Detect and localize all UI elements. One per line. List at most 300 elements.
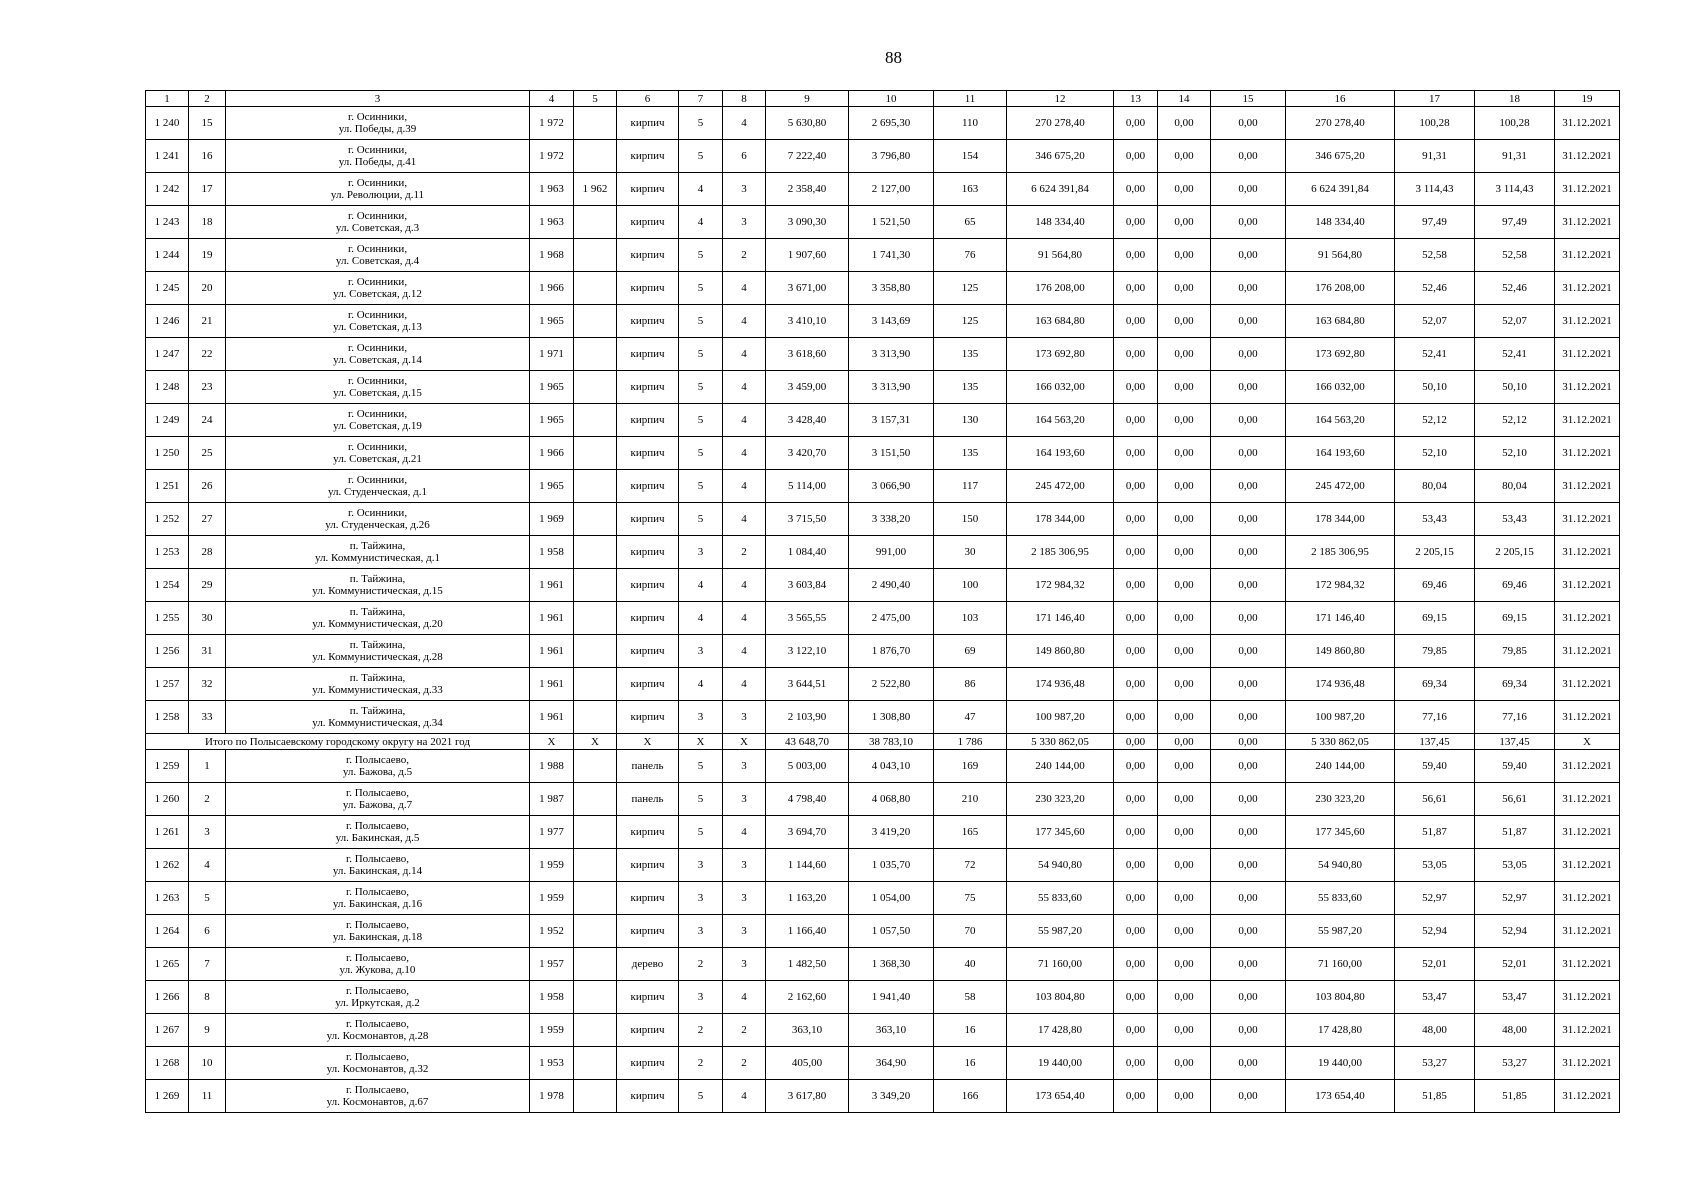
table-row — [146, 206, 1620, 239]
row-ordinal-cell: 1 — [189, 750, 226, 783]
row-ordinal-cell: 15 — [189, 107, 226, 140]
commission-year-cell — [574, 437, 617, 470]
address-street: ул. Коммунистическая, д.34 — [312, 717, 443, 729]
col14-cell: 0,00 — [1158, 1014, 1211, 1047]
row-number-cell: 1 266 — [146, 981, 189, 1014]
total-area-cell: 3 644,51 — [766, 668, 849, 701]
col14-cell: 0,00 — [1158, 750, 1211, 783]
table-row — [146, 849, 1620, 882]
col17-cell: 3 114,43 — [1395, 173, 1475, 206]
col13-cell: 0,00 — [1114, 849, 1158, 882]
address-street: ул. Бажова, д.7 — [342, 799, 413, 811]
col15-cell: 0,00 — [1211, 915, 1286, 948]
entrances-cell: 4 — [723, 816, 766, 849]
col16-cell: 173 692,80 — [1286, 338, 1395, 371]
residents-cell: 125 — [934, 305, 1007, 338]
address-street: ул. Бакинская, д.14 — [332, 865, 423, 877]
address-cell — [226, 140, 530, 173]
floors-cell: 3 — [679, 882, 723, 915]
floors-cell: 5 — [679, 305, 723, 338]
address-cell — [226, 816, 530, 849]
col18-cell: 52,46 — [1475, 272, 1555, 305]
total-area-cell: 3 122,10 — [766, 635, 849, 668]
col18-cell: 52,12 — [1475, 404, 1555, 437]
date-cell: 31.12.2021 — [1555, 1080, 1620, 1113]
total-area-cell: 1 084,40 — [766, 536, 849, 569]
col15-cell: 0,00 — [1211, 569, 1286, 602]
living-area-cell: 3 313,90 — [849, 371, 934, 404]
col16-cell: 164 563,20 — [1286, 404, 1395, 437]
residents-cell: 40 — [934, 948, 1007, 981]
address-street: ул. Советская, д.21 — [333, 453, 422, 465]
build-year-cell: 1 952 — [530, 915, 574, 948]
wall-material-cell: кирпич — [617, 816, 679, 849]
address-street: ул. Коммунистическая, д.15 — [312, 585, 443, 597]
address-settlement: г. Полысаево, — [345, 985, 410, 997]
col18-cell: 91,31 — [1475, 140, 1555, 173]
residents-cell: 76 — [934, 239, 1007, 272]
total-col4-cell: X — [530, 734, 574, 750]
col16-cell: 2 185 306,95 — [1286, 536, 1395, 569]
col17-cell: 53,43 — [1395, 503, 1475, 536]
entrances-cell: 3 — [723, 882, 766, 915]
col15-cell: 0,00 — [1211, 816, 1286, 849]
col16-cell: 166 032,00 — [1286, 371, 1395, 404]
address-street: ул. Жукова, д.10 — [339, 964, 416, 976]
col14-cell: 0,00 — [1158, 569, 1211, 602]
build-year-cell: 1 966 — [530, 437, 574, 470]
floors-cell: 4 — [679, 569, 723, 602]
living-area-cell: 991,00 — [849, 536, 934, 569]
commission-year-cell — [574, 1014, 617, 1047]
address-settlement: г. Полысаево, — [345, 1084, 410, 1096]
column-header-5: 5 — [574, 91, 617, 107]
address-cell — [226, 470, 530, 503]
col15-cell: 0,00 — [1211, 948, 1286, 981]
wall-material-cell: кирпич — [617, 849, 679, 882]
living-area-cell: 2 475,00 — [849, 602, 934, 635]
commission-year-cell: 1 962 — [574, 173, 617, 206]
commission-year-cell — [574, 981, 617, 1014]
row-ordinal-cell: 8 — [189, 981, 226, 1014]
col14-cell: 0,00 — [1158, 404, 1211, 437]
row-number-cell: 1 256 — [146, 635, 189, 668]
table-row — [146, 602, 1620, 635]
col17-cell: 100,28 — [1395, 107, 1475, 140]
address-settlement: п. Тайжина, — [349, 606, 406, 618]
build-year-cell: 1 966 — [530, 272, 574, 305]
cost-cell: 172 984,32 — [1007, 569, 1114, 602]
col13-cell: 0,00 — [1114, 239, 1158, 272]
col13-cell: 0,00 — [1114, 272, 1158, 305]
build-year-cell: 1 972 — [530, 107, 574, 140]
cost-cell: 71 160,00 — [1007, 948, 1114, 981]
total-col17-cell: 137,45 — [1395, 734, 1475, 750]
address-settlement: г. Полысаево, — [345, 886, 410, 898]
wall-material-cell: кирпич — [617, 239, 679, 272]
commission-year-cell — [574, 701, 617, 734]
cost-cell: 91 564,80 — [1007, 239, 1114, 272]
row-ordinal-cell: 25 — [189, 437, 226, 470]
column-header-19: 19 — [1555, 91, 1620, 107]
wall-material-cell: кирпич — [617, 701, 679, 734]
date-cell: 31.12.2021 — [1555, 305, 1620, 338]
col17-cell: 52,97 — [1395, 882, 1475, 915]
row-number-cell: 1 268 — [146, 1047, 189, 1080]
col16-cell: 19 440,00 — [1286, 1047, 1395, 1080]
col15-cell: 0,00 — [1211, 173, 1286, 206]
col13-cell: 0,00 — [1114, 140, 1158, 173]
address-street: ул. Советская, д.3 — [335, 222, 420, 234]
row-ordinal-cell: 23 — [189, 371, 226, 404]
column-header-18: 18 — [1475, 91, 1555, 107]
col14-cell: 0,00 — [1158, 882, 1211, 915]
wall-material-cell: кирпич — [617, 107, 679, 140]
total-area-cell: 1 163,20 — [766, 882, 849, 915]
row-ordinal-cell: 3 — [189, 816, 226, 849]
row-ordinal-cell: 26 — [189, 470, 226, 503]
row-ordinal-cell: 32 — [189, 668, 226, 701]
commission-year-cell — [574, 816, 617, 849]
floors-cell: 2 — [679, 1014, 723, 1047]
cost-cell: 173 654,40 — [1007, 1080, 1114, 1113]
address-street: ул. Победы, д.41 — [338, 156, 417, 168]
row-number-cell: 1 260 — [146, 783, 189, 816]
residents-cell: 69 — [934, 635, 1007, 668]
wall-material-cell: панель — [617, 750, 679, 783]
address-street: ул. Бажова, д.5 — [342, 766, 413, 778]
total-area-cell: 405,00 — [766, 1047, 849, 1080]
column-header-16: 16 — [1286, 91, 1395, 107]
date-cell: 31.12.2021 — [1555, 750, 1620, 783]
total-col19-cell: X — [1555, 734, 1620, 750]
address-street: ул. Космонавтов, д.32 — [326, 1063, 429, 1075]
table-row — [146, 140, 1620, 173]
total-area-cell: 2 162,60 — [766, 981, 849, 1014]
address-street: ул. Иркутская, д.2 — [335, 997, 420, 1009]
row-number-cell: 1 247 — [146, 338, 189, 371]
total-col5-cell: X — [574, 734, 617, 750]
living-area-cell: 3 349,20 — [849, 1080, 934, 1113]
build-year-cell: 1 959 — [530, 882, 574, 915]
address-street: ул. Бакинская, д.18 — [332, 931, 423, 943]
commission-year-cell — [574, 536, 617, 569]
address-cell — [226, 206, 530, 239]
address-cell — [226, 635, 530, 668]
living-area-cell: 1 054,00 — [849, 882, 934, 915]
living-area-cell: 363,10 — [849, 1014, 934, 1047]
col15-cell: 0,00 — [1211, 206, 1286, 239]
col13-cell: 0,00 — [1114, 536, 1158, 569]
wall-material-cell: кирпич — [617, 1080, 679, 1113]
col16-cell: 17 428,80 — [1286, 1014, 1395, 1047]
col14-cell: 0,00 — [1158, 816, 1211, 849]
living-area-cell: 3 796,80 — [849, 140, 934, 173]
total-row — [146, 734, 1620, 750]
cost-cell: 149 860,80 — [1007, 635, 1114, 668]
living-area-cell: 1 941,40 — [849, 981, 934, 1014]
col13-cell: 0,00 — [1114, 1080, 1158, 1113]
col13-cell: 0,00 — [1114, 948, 1158, 981]
address-street: ул. Советская, д.14 — [333, 354, 422, 366]
total-area-cell: 3 715,50 — [766, 503, 849, 536]
floors-cell: 3 — [679, 915, 723, 948]
table-row — [146, 437, 1620, 470]
living-area-cell: 1 057,50 — [849, 915, 934, 948]
address-settlement: г. Полысаево, — [345, 853, 410, 865]
cost-cell: 164 193,60 — [1007, 437, 1114, 470]
cost-cell: 100 987,20 — [1007, 701, 1114, 734]
build-year-cell: 1 965 — [530, 371, 574, 404]
column-header-11: 11 — [934, 91, 1007, 107]
col15-cell: 0,00 — [1211, 849, 1286, 882]
address-settlement: г. Осинники, — [347, 342, 408, 354]
residents-cell: 135 — [934, 338, 1007, 371]
col18-cell: 51,87 — [1475, 816, 1555, 849]
col17-cell: 59,40 — [1395, 750, 1475, 783]
address-cell — [226, 981, 530, 1014]
commission-year-cell — [574, 849, 617, 882]
col13-cell: 0,00 — [1114, 107, 1158, 140]
table-row — [146, 173, 1620, 206]
row-number-cell: 1 263 — [146, 882, 189, 915]
wall-material-cell: кирпич — [617, 371, 679, 404]
col18-cell: 52,07 — [1475, 305, 1555, 338]
address-cell — [226, 882, 530, 915]
total-col6-cell: X — [617, 734, 679, 750]
col15-cell: 0,00 — [1211, 635, 1286, 668]
col13-cell: 0,00 — [1114, 701, 1158, 734]
total-area-cell: 3 565,55 — [766, 602, 849, 635]
living-area-cell: 3 157,31 — [849, 404, 934, 437]
address-settlement: г. Осинники, — [347, 111, 408, 123]
col18-cell: 53,27 — [1475, 1047, 1555, 1080]
col16-cell: 163 684,80 — [1286, 305, 1395, 338]
floors-cell: 2 — [679, 1047, 723, 1080]
build-year-cell: 1 958 — [530, 536, 574, 569]
build-year-cell: 1 961 — [530, 602, 574, 635]
entrances-cell: 4 — [723, 635, 766, 668]
date-cell: 31.12.2021 — [1555, 239, 1620, 272]
living-area-cell: 3 338,20 — [849, 503, 934, 536]
col18-cell: 53,05 — [1475, 849, 1555, 882]
cost-cell: 55 833,60 — [1007, 882, 1114, 915]
table-row — [146, 371, 1620, 404]
page-number: 88 — [885, 48, 902, 67]
address-street: ул. Студенческая, д.26 — [325, 519, 430, 531]
build-year-cell: 1 965 — [530, 404, 574, 437]
col18-cell: 2 205,15 — [1475, 536, 1555, 569]
table-row — [146, 701, 1620, 734]
col14-cell: 0,00 — [1158, 783, 1211, 816]
cost-cell: 2 185 306,95 — [1007, 536, 1114, 569]
living-area-cell: 1 876,70 — [849, 635, 934, 668]
address-street: ул. Коммунистическая, д.33 — [312, 684, 443, 696]
cost-cell: 103 804,80 — [1007, 981, 1114, 1014]
entrances-cell: 2 — [723, 1014, 766, 1047]
col13-cell: 0,00 — [1114, 404, 1158, 437]
row-ordinal-cell: 21 — [189, 305, 226, 338]
col13-cell: 0,00 — [1114, 783, 1158, 816]
table-row — [146, 816, 1620, 849]
cost-cell: 245 472,00 — [1007, 470, 1114, 503]
cost-cell: 174 936,48 — [1007, 668, 1114, 701]
cost-cell: 55 987,20 — [1007, 915, 1114, 948]
row-number-cell: 1 254 — [146, 569, 189, 602]
total-area-cell: 7 222,40 — [766, 140, 849, 173]
build-year-cell: 1 963 — [530, 173, 574, 206]
build-year-cell: 1 957 — [530, 948, 574, 981]
wall-material-cell: кирпич — [617, 305, 679, 338]
entrances-cell: 4 — [723, 107, 766, 140]
col13-cell: 0,00 — [1114, 503, 1158, 536]
col15-cell: 0,00 — [1211, 536, 1286, 569]
total-area-cell: 2 103,90 — [766, 701, 849, 734]
commission-year-cell — [574, 602, 617, 635]
entrances-cell: 3 — [723, 783, 766, 816]
floors-cell: 5 — [679, 503, 723, 536]
col14-cell: 0,00 — [1158, 173, 1211, 206]
date-cell: 31.12.2021 — [1555, 948, 1620, 981]
commission-year-cell — [574, 635, 617, 668]
col16-cell: 240 144,00 — [1286, 750, 1395, 783]
wall-material-cell: кирпич — [617, 1014, 679, 1047]
commission-year-cell — [574, 915, 617, 948]
col16-cell: 171 146,40 — [1286, 602, 1395, 635]
table-row — [146, 272, 1620, 305]
entrances-cell: 3 — [723, 701, 766, 734]
row-number-cell: 1 245 — [146, 272, 189, 305]
col18-cell: 77,16 — [1475, 701, 1555, 734]
date-cell: 31.12.2021 — [1555, 140, 1620, 173]
address-street: ул. Бакинская, д.16 — [332, 898, 423, 910]
address-settlement: г. Осинники, — [347, 210, 408, 222]
row-ordinal-cell: 24 — [189, 404, 226, 437]
address-cell — [226, 783, 530, 816]
col18-cell: 52,94 — [1475, 915, 1555, 948]
entrances-cell: 3 — [723, 849, 766, 882]
total-area-cell: 3 694,70 — [766, 816, 849, 849]
total-area-cell: 5 114,00 — [766, 470, 849, 503]
wall-material-cell: кирпич — [617, 536, 679, 569]
entrances-cell: 4 — [723, 338, 766, 371]
col16-cell: 149 860,80 — [1286, 635, 1395, 668]
date-cell: 31.12.2021 — [1555, 470, 1620, 503]
total-residents-cell: 1 786 — [934, 734, 1007, 750]
date-cell: 31.12.2021 — [1555, 981, 1620, 1014]
entrances-cell: 3 — [723, 750, 766, 783]
address-settlement: г. Осинники, — [347, 441, 408, 453]
table-row — [146, 882, 1620, 915]
total-col16-cell: 5 330 862,05 — [1286, 734, 1395, 750]
col18-cell: 69,34 — [1475, 668, 1555, 701]
address-street: ул. Советская, д.12 — [333, 288, 422, 300]
build-year-cell: 1 988 — [530, 750, 574, 783]
residents-cell: 86 — [934, 668, 1007, 701]
address-settlement: п. Тайжина, — [349, 705, 406, 717]
col13-cell: 0,00 — [1114, 173, 1158, 206]
col18-cell: 79,85 — [1475, 635, 1555, 668]
residents-cell: 100 — [934, 569, 1007, 602]
col15-cell: 0,00 — [1211, 239, 1286, 272]
col16-cell: 55 833,60 — [1286, 882, 1395, 915]
col16-cell: 174 936,48 — [1286, 668, 1395, 701]
row-number-cell: 1 244 — [146, 239, 189, 272]
address-cell — [226, 239, 530, 272]
col15-cell: 0,00 — [1211, 783, 1286, 816]
total-col15-cell: 0,00 — [1211, 734, 1286, 750]
row-number-cell: 1 242 — [146, 173, 189, 206]
residents-cell: 58 — [934, 981, 1007, 1014]
residents-cell: 166 — [934, 1080, 1007, 1113]
wall-material-cell: кирпич — [617, 981, 679, 1014]
living-area-cell: 3 143,69 — [849, 305, 934, 338]
date-cell: 31.12.2021 — [1555, 503, 1620, 536]
address-street: ул. Космонавтов, д.28 — [326, 1030, 429, 1042]
col17-cell: 53,05 — [1395, 849, 1475, 882]
commission-year-cell — [574, 206, 617, 239]
col15-cell: 0,00 — [1211, 371, 1286, 404]
date-cell: 31.12.2021 — [1555, 437, 1620, 470]
address-cell — [226, 849, 530, 882]
commission-year-cell — [574, 948, 617, 981]
living-area-cell: 364,90 — [849, 1047, 934, 1080]
residents-cell: 72 — [934, 849, 1007, 882]
row-number-cell: 1 261 — [146, 816, 189, 849]
col16-cell: 54 940,80 — [1286, 849, 1395, 882]
total-col13-cell: 0,00 — [1114, 734, 1158, 750]
entrances-cell: 2 — [723, 536, 766, 569]
col14-cell: 0,00 — [1158, 305, 1211, 338]
address-cell — [226, 371, 530, 404]
col17-cell: 79,85 — [1395, 635, 1475, 668]
build-year-cell: 1 971 — [530, 338, 574, 371]
entrances-cell: 4 — [723, 668, 766, 701]
total-area-cell: 3 617,80 — [766, 1080, 849, 1113]
wall-material-cell: кирпич — [617, 338, 679, 371]
table-row — [146, 1080, 1620, 1113]
commission-year-cell — [574, 305, 617, 338]
col13-cell: 0,00 — [1114, 816, 1158, 849]
residents-cell: 16 — [934, 1047, 1007, 1080]
col15-cell: 0,00 — [1211, 305, 1286, 338]
col18-cell: 52,97 — [1475, 882, 1555, 915]
col18-cell: 53,43 — [1475, 503, 1555, 536]
col16-cell: 230 323,20 — [1286, 783, 1395, 816]
living-area-cell: 2 127,00 — [849, 173, 934, 206]
wall-material-cell: панель — [617, 783, 679, 816]
total-area-cell: 43 648,70 — [766, 734, 849, 750]
col14-cell: 0,00 — [1158, 981, 1211, 1014]
row-ordinal-cell: 2 — [189, 783, 226, 816]
col16-cell: 270 278,40 — [1286, 107, 1395, 140]
living-area-cell: 1 308,80 — [849, 701, 934, 734]
residents-cell: 30 — [934, 536, 1007, 569]
col17-cell: 52,01 — [1395, 948, 1475, 981]
col13-cell: 0,00 — [1114, 305, 1158, 338]
column-header-1: 1 — [146, 91, 189, 107]
entrances-cell: 4 — [723, 981, 766, 1014]
floors-cell: 5 — [679, 140, 723, 173]
address-street: ул. Победы, д.39 — [338, 123, 417, 135]
col13-cell: 0,00 — [1114, 1047, 1158, 1080]
row-ordinal-cell: 10 — [189, 1047, 226, 1080]
living-area-cell: 1 741,30 — [849, 239, 934, 272]
col16-cell: 164 193,60 — [1286, 437, 1395, 470]
floors-cell: 4 — [679, 668, 723, 701]
address-settlement: г. Осинники, — [347, 144, 408, 156]
living-area-cell: 2 490,40 — [849, 569, 934, 602]
